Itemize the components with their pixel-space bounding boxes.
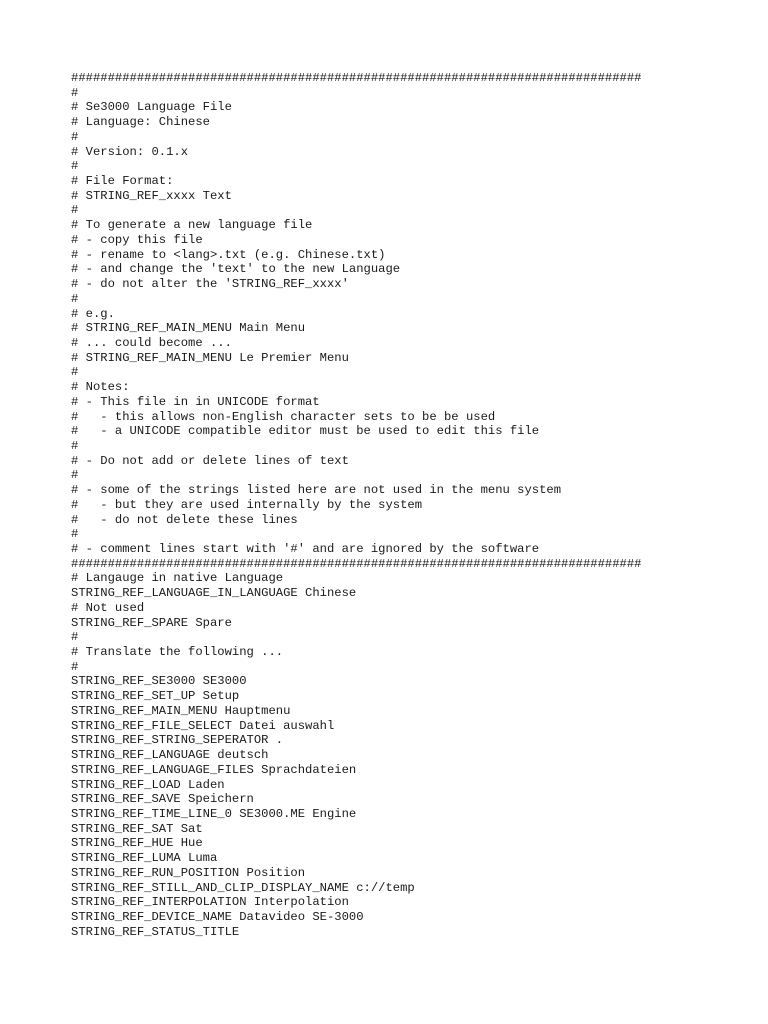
string-entry: STRING_REF_STRING_SEPERATOR . [71,733,284,748]
file-title-line: # Se3000 Language File [71,100,232,115]
string-entry: STRING_REF_RUN_POSITION Position [71,865,306,880]
comment-line: # [71,630,79,645]
comment-line: # [71,159,79,174]
comment-line: # e.g. [71,306,115,321]
comment-line: # - but they are used internally by the system [71,497,423,512]
comment-line: # - this allows non-English character sets to be be used [71,409,496,424]
comment-line: # STRING_REF_MAIN_MENU Le Premier Menu [71,350,349,365]
string-entry: STRING_REF_LUMA Luma [71,851,218,866]
comment-line: # - do not delete these lines [71,512,298,527]
string-entry: STRING_REF_SAT Sat [71,821,203,836]
comment-line: # [71,468,79,483]
string-entry: STRING_REF_STATUS_TITLE [71,924,240,939]
string-entry: STRING_REF_FILE_SELECT Datei auswahl [71,718,335,733]
comment-line: # [71,291,79,306]
comment-line: # [71,659,79,674]
comment-line: # - comment lines start with '#' and are ignored by the software [71,542,540,556]
comment-line: # - a UNICODE compatible editor must be used to edit this file [71,424,540,439]
string-entry: STRING_REF_HUE Hue [71,836,203,851]
comment-line: # Notes: [71,380,130,395]
string-entry: STRING_REF_SE3000 SE3000 [71,674,247,689]
comment-line: # - rename to <lang>.txt (e.g. Chinese.txt) [71,247,386,262]
comment-line: # [71,85,79,100]
comment-line: # To generate a new language file [71,218,313,233]
comment-line: # - do not alter the 'STRING_REF_xxxx' [71,277,349,292]
version-line: # Version: 0.1.x [71,144,189,159]
header-rule: ############################################################################## [71,556,642,571]
comment-line: # [71,438,79,453]
string-entry: STRING_REF_LANGUAGE deutsch [71,748,269,763]
comment-line: # Langauge in native Language [71,571,284,586]
comment-line: # STRING_REF_xxxx Text [71,188,232,203]
comment-line: # Translate the following ... [71,645,284,660]
comment-line: # - This file in in UNICODE format [71,394,320,409]
string-entry: STRING_REF_STILL_AND_CLIP_DISPLAY_NAME c://temp [71,880,415,895]
comment-line: # - some of the strings listed here are not used in the menu system [71,483,562,498]
comment-line: # File Format: [71,174,174,189]
string-entry: STRING_REF_LANGUAGE_FILES Sprachdateien [71,762,357,777]
string-entry: STRING_REF_LANGUAGE_IN_LANGUAGE Chinese [71,586,357,601]
string-entry: STRING_REF_TIME_LINE_0 SE3000.ME Engine [71,806,357,821]
comment-line: # [71,527,79,542]
string-entry: STRING_REF_DEVICE_NAME Datavideo SE-3000 [71,909,364,924]
comment-line: # [71,129,79,144]
string-entry: STRING_REF_INTERPOLATION Interpolation [71,895,349,910]
comment-line: # STRING_REF_MAIN_MENU Main Menu [71,321,306,336]
language-line: # Language: Chinese [71,115,210,130]
comment-line: # Not used [71,600,145,615]
string-entry: STRING_REF_SPARE Spare [71,615,232,630]
header-rule: ############################################################################## [71,71,642,85]
string-entry: STRING_REF_SET_UP Setup [71,689,240,704]
comment-line: # ... could become ... [71,335,232,350]
string-entry: STRING_REF_MAIN_MENU Hauptmenu [71,703,291,718]
text-document [71,71,751,939]
string-entry: STRING_REF_SAVE Speichern [71,792,254,807]
comment-line: # [71,365,79,380]
comment-line: # [71,203,79,218]
comment-line: # - copy this file [71,232,203,247]
string-entry: STRING_REF_LOAD Laden [71,777,225,792]
comment-line: # - and change the 'text' to the new Language [71,262,401,277]
comment-line: # - Do not add or delete lines of text [71,453,349,468]
